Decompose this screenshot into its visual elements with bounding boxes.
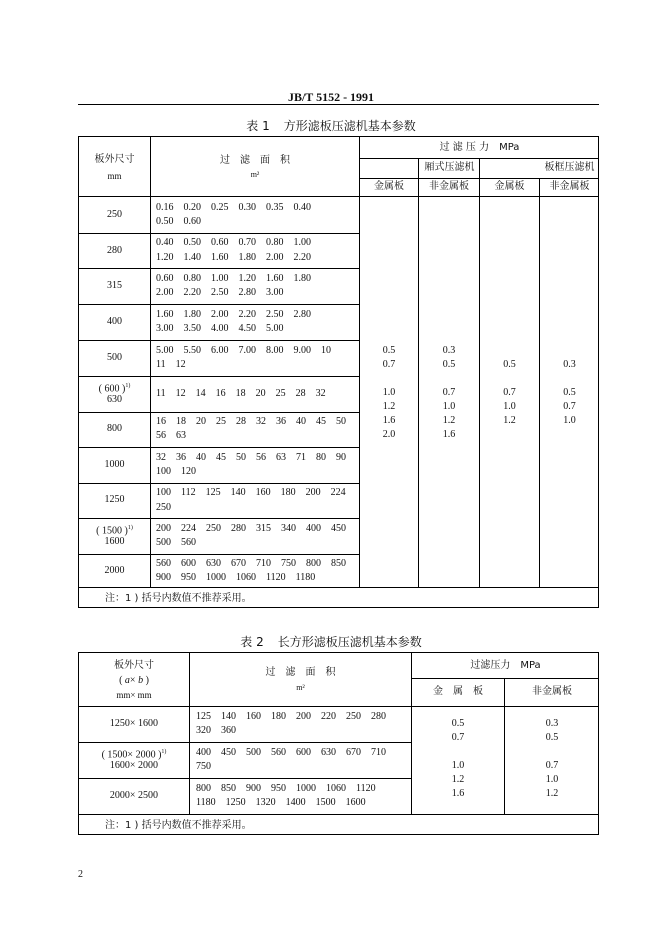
table1-row-area-line1: 0.40 0.50 0.60 0.70 0.80 1.00 (156, 237, 311, 248)
table2-size-header: 板外尺寸 (114, 660, 154, 671)
table1-row-size: 400 (107, 316, 122, 327)
table1-chamber-header: 厢式压滤机 (424, 162, 475, 173)
table1-row-area-line1: 200 224 250 280 315 340 400 450 (156, 523, 346, 534)
table1-row-area-line1: 0.60 0.80 1.00 1.20 1.60 1.80 (156, 273, 311, 284)
table1-row-size: 280 (107, 245, 122, 256)
footnote-marker: 1) (161, 749, 167, 755)
table1-note: 注：1 ) 括号内数值不推荐采用。 (105, 593, 252, 604)
table1-row-size: ( 1500 )$^{1)}$ (96, 525, 133, 537)
table1-frame-nonmetal-header: 非金属板 (549, 181, 590, 192)
table1-frame-metal-header: 金属板 (494, 181, 525, 192)
table1-row-size: 2000 (104, 565, 125, 576)
table2-metal-values: 0.5 0.7 1.0 1.2 1.6 (451, 718, 465, 799)
table1-chamber-nonmetal-header: 非金属板 (429, 181, 469, 192)
table2-area-unit: m² (296, 683, 305, 692)
table1-row-area-line2: 11 12 (156, 359, 186, 370)
table2-note: 注：1 ) 括号内数值不推荐采用。 (105, 820, 252, 831)
table1-size-header: 板外尺寸 (94, 154, 135, 165)
table1-row-size: 250 (107, 209, 122, 220)
table1-row-size: 800 (107, 423, 122, 434)
table1-row-area-line2: 56 63 (156, 430, 186, 441)
table2-metal-header: 金 属 板 (433, 686, 483, 697)
table2-row-size: 1250× 1600 (109, 718, 159, 729)
table1-row-area-line1: 0.16 0.20 0.25 0.30 0.35 0.40 (156, 202, 311, 213)
table1-row-size-alt: 630 (107, 394, 122, 405)
table2-row-area-line2: 1180 1250 1320 1400 1500 1600 (196, 797, 366, 808)
table2-number: 表 2 (240, 635, 264, 649)
table1-row-area-line1: 5.00 5.50 6.00 7.00 8.00 9.00 10 (156, 345, 331, 356)
table1-row-area-line1: 32 36 40 45 50 56 63 71 80 90 (156, 452, 346, 463)
table1-caption (0, 117, 662, 134)
table2-title: 长方形滤板压滤机基本参数 (277, 635, 422, 649)
table1 (78, 136, 599, 608)
table2 (78, 652, 599, 835)
table1-row-area-line1: 11 12 14 16 18 20 25 28 32 (156, 388, 326, 399)
table2-row-size-alt: 1600× 2000 (109, 760, 159, 771)
table1-row-size: 1000 (104, 459, 125, 470)
table1-area-header: 过 滤 面 积 (220, 155, 290, 166)
table2-nonmetal-values: 0.3 0.5 0.7 1.0 1.2 (545, 718, 559, 799)
table2-area-header: 过 滤 面 积 (265, 667, 336, 678)
table1-chamber-metal-header: 金属板 (374, 181, 404, 192)
table1-size-unit: mm (107, 171, 122, 181)
table1-title: 方形滤板压滤机基本参数 (283, 119, 416, 133)
table1-row-area-line2: 900 950 1000 1060 1120 1180 (156, 572, 316, 583)
footnote-marker: 1) (127, 525, 133, 531)
table1-row-area-line2: 3.00 3.50 4.00 4.50 5.00 (156, 323, 284, 334)
table1-number: 表 1 (246, 119, 270, 133)
table1-area-unit: m² (250, 170, 260, 179)
table1-row-area-line2: 250 (156, 502, 171, 513)
table1-row-area-line2: 2.00 2.20 2.50 2.80 3.00 (156, 287, 284, 298)
table1-row-area-line2: 0.50 0.60 (156, 216, 201, 227)
table2-nonmetal-header: 非金属板 (532, 686, 572, 697)
table1-chamber-nonmetal-values: 0.3 0.5 0.7 1.0 1.2 1.6 (442, 345, 456, 440)
table2-row-area-line1: 400 450 500 560 600 630 670 710 (196, 747, 386, 758)
table2-row-area-line1: 800 850 900 950 1000 1060 1120 (196, 783, 376, 794)
table1-row-size: 315 (107, 280, 122, 291)
standard-number: JB/T 5152 - 1991 (287, 90, 375, 104)
table2-pressure-header: 过滤压力 MPa (470, 660, 541, 671)
table2-caption (0, 633, 662, 650)
page-number: 2 (78, 869, 83, 880)
table2-row-size: 2000× 2500 (109, 790, 159, 801)
table2-row-area-line2: 320 360 (196, 725, 236, 736)
table2-row-area-line1: 125 140 160 180 200 220 250 280 (196, 711, 386, 722)
table2-row-area-line2: 750 (196, 761, 211, 772)
table1-row-area-line1: 1.60 1.80 2.00 2.20 2.50 2.80 (156, 309, 311, 320)
header-rule (78, 104, 599, 105)
table1-row-area-line1: 560 600 630 670 710 750 800 850 (156, 558, 346, 569)
table1-row-area-line1: 16 18 20 25 28 32 36 40 45 50 (156, 416, 346, 427)
footnote-marker: 1) (125, 383, 131, 389)
table1-row-area-line1: 100 112 125 140 160 180 200 224 (156, 487, 346, 498)
table1-row-size: 1250 (104, 494, 125, 505)
table1-row-area-line2: 500 560 (156, 537, 196, 548)
table1-row-size-alt: 1600 (104, 536, 125, 547)
table1-row-area-line2: 100 120 (156, 466, 196, 477)
table1-frame-header: 板框压滤机 (544, 162, 595, 173)
table1-row-area-line2: 1.20 1.40 1.60 1.80 2.00 2.20 (156, 252, 311, 263)
table2-row-size: ( 1500× 2000 )$^{1)}$ (101, 749, 167, 761)
table1-frame-nonmetal-values: 0.3 0.5 0.7 1.0 (563, 359, 576, 426)
table2-size-ab: ( a× b ) (119, 675, 149, 686)
table1-row-size: ( 600 )$^{1)}$ (98, 383, 131, 395)
table1-pressure-header: 过 滤 压 力 MPa (439, 142, 520, 153)
table1-frame-metal-values: 0.5 0.7 1.0 1.2 (503, 359, 516, 426)
table2-size-unit: mm× mm (116, 690, 152, 700)
table1-row-size: 500 (107, 352, 122, 363)
table1-chamber-metal-values: 0.5 0.7 1.0 1.2 1.6 2.0 (382, 345, 396, 440)
